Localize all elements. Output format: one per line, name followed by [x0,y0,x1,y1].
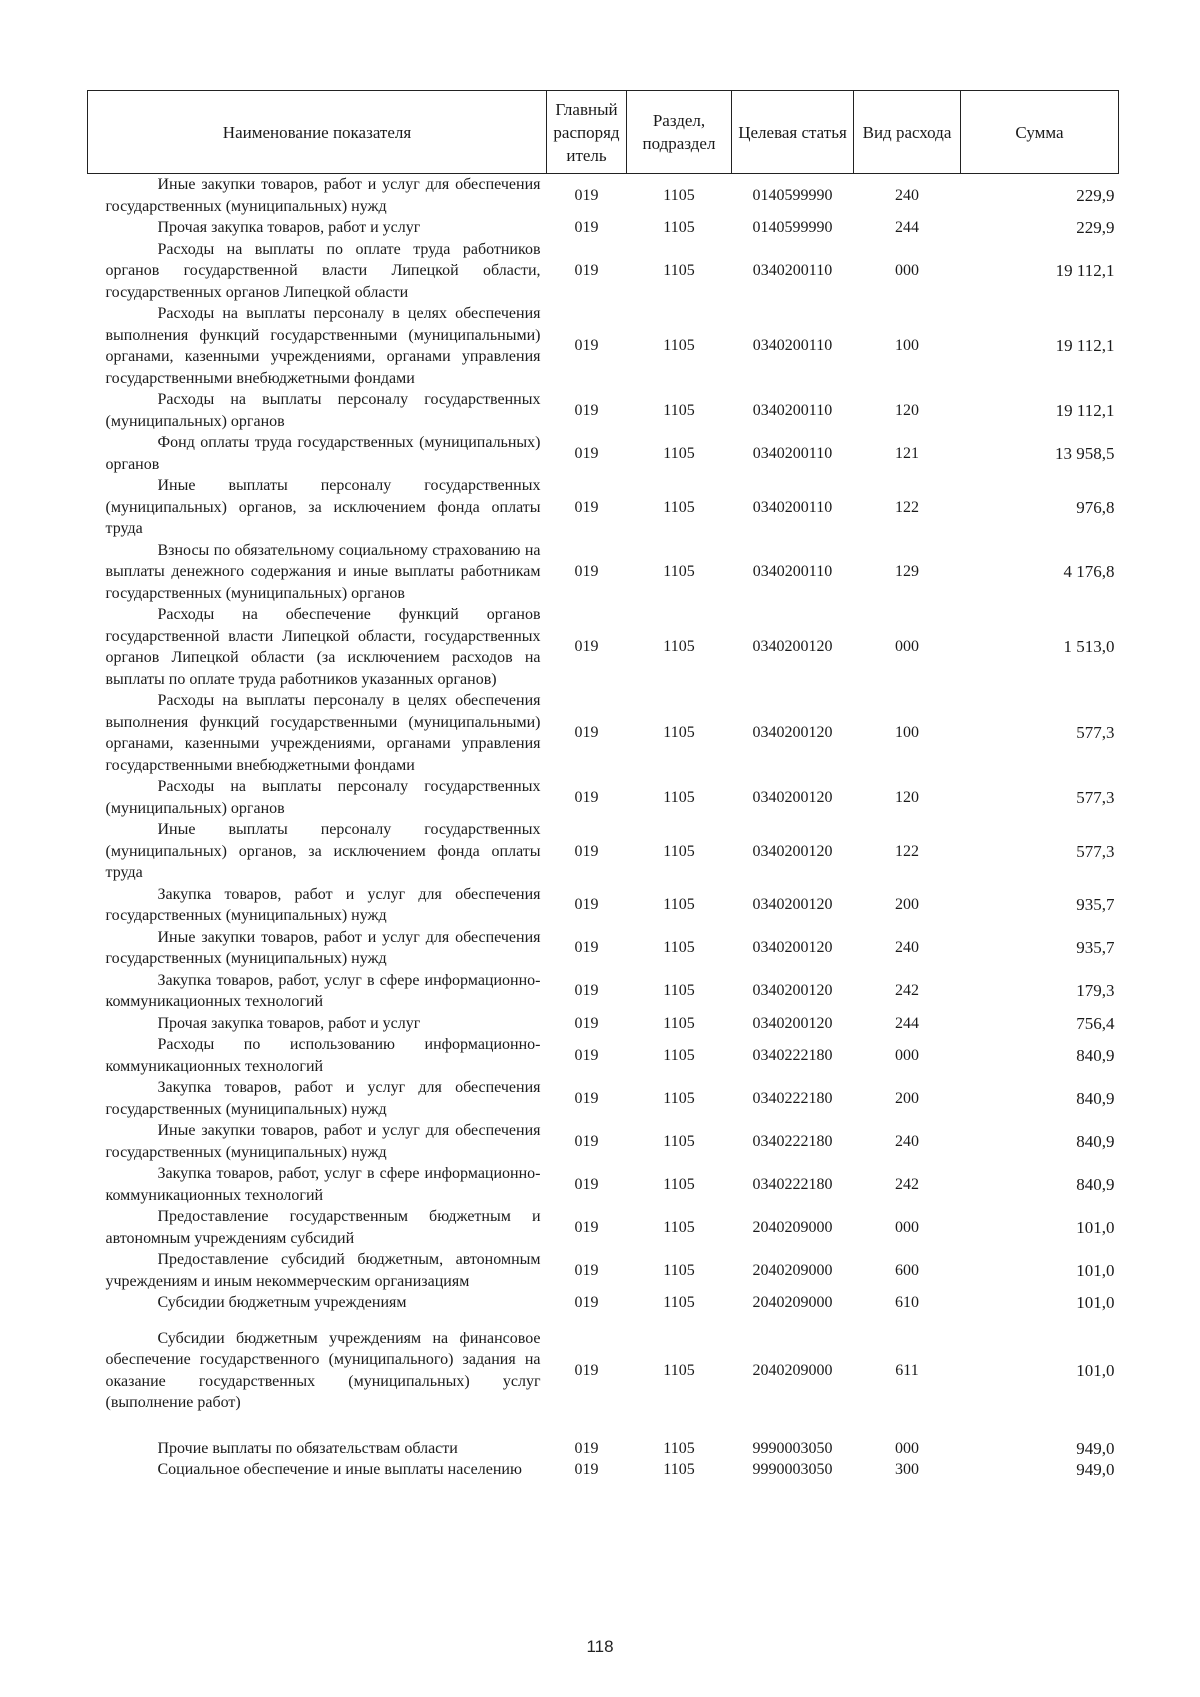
row-sum: 4 176,8 [1063,562,1115,581]
row-section: 1105 [663,724,695,742]
row-main-manager: 019 [574,444,599,462]
row-main-manager: 019 [574,1261,599,1279]
row-target-article: 0340200120 [752,1014,833,1032]
row-main-manager: 019 [574,896,599,914]
row-sum: 19 112,1 [1055,261,1115,280]
row-section: 1105 [663,788,695,806]
row-name: Расходы на выплаты персоналу в целях обеспечения выполнения функций государственными (муниципальными) органами, казенными учреждениями, органами управления государственными внебюджетными фондами [105,305,541,387]
table-row [88,389,1119,432]
row-name: Взносы по обязательному социальному страхованию на выплаты денежного содержания и иные выплаты работникам государственных (муниципальных) органов [105,541,541,602]
row-name: Фонд оплаты труда государственных (муниципальных) органов [105,434,541,473]
table-row [88,1428,1119,1460]
row-expense-type: 000 [895,638,919,656]
table-row [88,239,1119,304]
row-target-article: 0340200110 [752,498,833,516]
row-name: Предоставление субсидий бюджетным, автономным учреждениям и иным некоммерческим организациям [105,1251,541,1290]
row-sum: 949,0 [1076,1460,1115,1479]
row-main-manager: 019 [574,788,599,806]
row-section: 1105 [663,939,695,957]
row-main-manager: 019 [574,1361,599,1379]
row-sum: 19 112,1 [1055,400,1115,420]
table-row [88,1249,1119,1292]
table-row [88,776,1119,819]
row-main-manager: 019 [574,638,599,656]
header-section: Раздел, подраздел [627,91,732,174]
row-name: Закупка товаров, работ и услуг для обеспечения государственных (муниципальных) нужд [105,1079,541,1118]
row-sum: 179,3 [1076,981,1115,1001]
table-row [88,970,1119,1013]
row-name: Закупка товаров, работ и услуг для обеспечения государственных (муниципальных) нужд [105,885,541,924]
row-main-manager: 019 [574,262,599,279]
row-main-manager: 019 [574,939,599,957]
row-section: 1105 [663,219,695,236]
row-expense-type: 600 [895,1261,919,1279]
row-section: 1105 [663,638,695,656]
row-section: 1105 [663,896,695,914]
row-main-manager: 019 [574,186,599,204]
row-expense-type: 100 [895,724,919,742]
row-name: Расходы на выплаты персоналу государственных (муниципальных) органов [105,391,541,430]
table-row [88,1013,1119,1035]
row-section: 1105 [663,337,695,355]
row-target-article: 0340200120 [752,842,833,860]
page-number: 118 [586,1637,614,1656]
row-sum: 229,9 [1076,185,1115,205]
budget-table [87,90,1119,1481]
row-section: 1105 [663,1175,695,1193]
table-row [88,1314,1119,1428]
row-expense-type: 100 [895,337,919,355]
table-row [88,217,1119,239]
row-target-article: 0340222180 [752,1175,833,1193]
row-name: Расходы на выплаты по оплате труда работников органов государственной власти Липецкой области, государственных органов Липецкой области [105,240,541,301]
row-section: 1105 [663,1046,695,1064]
row-sum: 101,0 [1076,1360,1115,1380]
row-expense-type: 200 [895,1089,919,1107]
row-target-article: 0340222180 [752,1089,833,1107]
row-sum: 101,0 [1076,1217,1115,1237]
row-section: 1105 [663,186,695,204]
row-expense-type: 300 [895,1461,919,1478]
row-section: 1105 [663,1089,695,1107]
header-main-manager: Главный распоряд итель [547,91,627,174]
row-sum: 840,9 [1076,1174,1115,1194]
row-main-manager: 019 [574,1461,599,1478]
table-row [88,1120,1119,1163]
row-section: 1105 [663,1294,695,1311]
row-section: 1105 [663,262,695,279]
row-sum: 840,9 [1076,1045,1115,1065]
row-name: Иные выплаты персоналу государственных (муниципальных) органов, за исключением фонда оплаты труда [105,821,541,881]
row-section: 1105 [663,842,695,860]
row-target-article: 2040209000 [752,1294,833,1311]
row-expense-type: 120 [895,788,919,806]
row-main-manager: 019 [574,1439,599,1457]
row-section: 1105 [663,1218,695,1236]
row-expense-type: 122 [895,498,919,516]
row-section: 1105 [663,444,695,462]
row-expense-type: 240 [895,1132,919,1150]
row-sum: 1 513,0 [1063,637,1115,657]
header-expense-type: Вид расхода [854,91,961,174]
row-main-manager: 019 [574,337,599,355]
row-name: Прочие выплаты по обязательствам области [157,1439,458,1457]
row-sum: 756,4 [1076,1013,1115,1033]
row-name: Прочая закупка товаров, работ и услуг [157,1014,421,1032]
row-section: 1105 [663,1439,695,1457]
row-expense-type: 000 [895,1218,919,1236]
row-target-article: 2040209000 [752,1361,833,1379]
row-expense-type: 121 [895,444,919,462]
row-sum: 935,7 [1076,938,1115,958]
row-sum: 101,0 [1076,1260,1115,1280]
row-expense-type: 242 [895,982,919,1000]
row-main-manager: 019 [574,1089,599,1107]
header-target-article: Целевая статья [732,91,854,174]
row-name: Расходы на выплаты персоналу в целях обеспечения выполнения функций государственными (муниципальными) органами, казенными учреждениями, органами управления государственными внебюджетными фондами [105,692,541,774]
row-expense-type: 244 [895,219,919,236]
table-row [88,1292,1119,1314]
table-row [88,1163,1119,1206]
row-name: Социальное обеспечение и иные выплаты населению [157,1461,522,1478]
row-sum: 949,0 [1076,1438,1115,1458]
row-section: 1105 [663,1132,695,1150]
row-sum: 840,9 [1076,1131,1115,1151]
row-expense-type: 122 [895,842,919,860]
table-row [88,690,1119,776]
row-name: Субсидии бюджетным учреждениям [157,1294,407,1311]
table-row [88,927,1119,970]
row-name: Иные закупки товаров, работ и услуг для обеспечения государственных (муниципальных) нужд [105,928,541,967]
row-name: Иные закупки товаров, работ и услуг для обеспечения государственных (муниципальных) нужд [105,176,541,215]
row-section: 1105 [663,498,695,516]
row-main-manager: 019 [574,498,599,516]
row-expense-type: 240 [895,186,919,204]
row-main-manager: 019 [574,1014,599,1032]
row-sum: 840,9 [1076,1088,1115,1108]
row-target-article: 0340200120 [752,896,833,914]
row-name: Субсидии бюджетным учреждениям на финансовое обеспечение государственного (муниципального) задания на оказание государственных (муниципальных) услуг (выполнение работ) [105,1329,541,1411]
row-expense-type: 000 [895,262,919,279]
row-expense-type: 200 [895,896,919,914]
row-target-article: 0340200110 [752,444,833,462]
row-name: Предоставление государственным бюджетным и автономным учреждениям субсидий [105,1208,541,1247]
table-row [88,1034,1119,1077]
table-row [88,604,1119,690]
row-target-article: 0340200110 [752,563,833,580]
row-section: 1105 [663,1361,695,1379]
row-main-manager: 019 [574,219,599,236]
table-row [88,432,1119,475]
row-name: Расходы на выплаты персоналу государственных (муниципальных) органов [105,778,541,817]
row-expense-type: 610 [895,1294,919,1311]
table-row [88,540,1119,605]
row-target-article: 0140599990 [752,219,833,236]
row-sum: 101,0 [1076,1293,1115,1312]
table-row [88,1077,1119,1120]
row-name: Прочая закупка товаров, работ и услуг [157,219,421,236]
row-main-manager: 019 [574,982,599,1000]
row-sum: 577,3 [1076,841,1115,861]
row-section: 1105 [663,982,695,1000]
row-expense-type: 000 [895,1046,919,1064]
table-row [88,303,1119,389]
table-body [88,174,1119,1481]
row-target-article: 0340200120 [752,638,833,656]
row-main-manager: 019 [574,401,599,419]
row-sum: 577,3 [1076,723,1115,743]
table-row [88,475,1119,540]
row-sum: 13 958,5 [1055,443,1115,463]
row-name: Иные выплаты персоналу государственных (муниципальных) органов, за исключением фонда оплаты труда [105,477,541,537]
row-section: 1105 [663,1461,695,1478]
row-target-article: 2040209000 [752,1261,833,1279]
row-sum: 19 112,1 [1055,336,1115,356]
header-sum: Сумма [961,91,1119,174]
row-main-manager: 019 [574,724,599,742]
row-sum: 577,3 [1076,787,1115,807]
row-target-article: 0340222180 [752,1132,833,1150]
table-row [88,1206,1119,1249]
row-expense-type: 120 [895,401,919,419]
row-expense-type: 129 [895,563,919,580]
table-row [88,884,1119,927]
row-main-manager: 019 [574,1132,599,1150]
table-row [88,1459,1119,1481]
row-expense-type: 240 [895,939,919,957]
row-target-article: 2040209000 [752,1218,833,1236]
row-expense-type: 611 [895,1361,919,1379]
row-main-manager: 019 [574,1046,599,1064]
row-target-article: 0340200120 [752,982,833,1000]
row-target-article: 0340200120 [752,724,833,742]
row-target-article: 0340200120 [752,939,833,957]
row-target-article: 0340200110 [752,401,833,419]
row-target-article: 9990003050 [752,1439,833,1457]
row-section: 1105 [663,563,695,580]
row-target-article: 0140599990 [752,186,833,204]
row-target-article: 0340222180 [752,1046,833,1064]
row-section: 1105 [663,401,695,419]
row-target-article: 9990003050 [752,1461,833,1478]
row-sum: 229,9 [1076,218,1115,237]
row-target-article: 0340200120 [752,788,833,806]
row-target-article: 0340200110 [752,337,833,355]
row-name: Расходы на обеспечение функций органов государственной власти Липецкой области, государственных органов Липецкой области (за исключением расходов на выплаты по оплате труда работников указанных органов) [105,606,541,688]
table-row [88,174,1119,218]
row-expense-type: 242 [895,1175,919,1193]
row-main-manager: 019 [574,1294,599,1311]
row-name: Расходы по использованию информационно-коммуникационных технологий [105,1036,541,1075]
row-target-article: 0340200110 [752,262,833,279]
row-section: 1105 [663,1014,695,1032]
row-main-manager: 019 [574,563,599,580]
header-name: Наименование показателя [88,91,547,174]
table-header [88,91,1119,174]
row-sum: 935,7 [1076,895,1115,915]
row-expense-type: 244 [895,1014,919,1032]
row-main-manager: 019 [574,842,599,860]
row-main-manager: 019 [574,1218,599,1236]
table-row [88,819,1119,884]
row-expense-type: 000 [895,1439,919,1457]
row-name: Закупка товаров, работ, услуг в сфере информационно-коммуникационных технологий [105,1165,541,1204]
row-sum: 976,8 [1076,497,1115,517]
row-name: Иные закупки товаров, работ и услуг для обеспечения государственных (муниципальных) нужд [105,1122,541,1161]
row-main-manager: 019 [574,1175,599,1193]
row-section: 1105 [663,1261,695,1279]
row-name: Закупка товаров, работ, услуг в сфере информационно-коммуникационных технологий [105,971,541,1010]
